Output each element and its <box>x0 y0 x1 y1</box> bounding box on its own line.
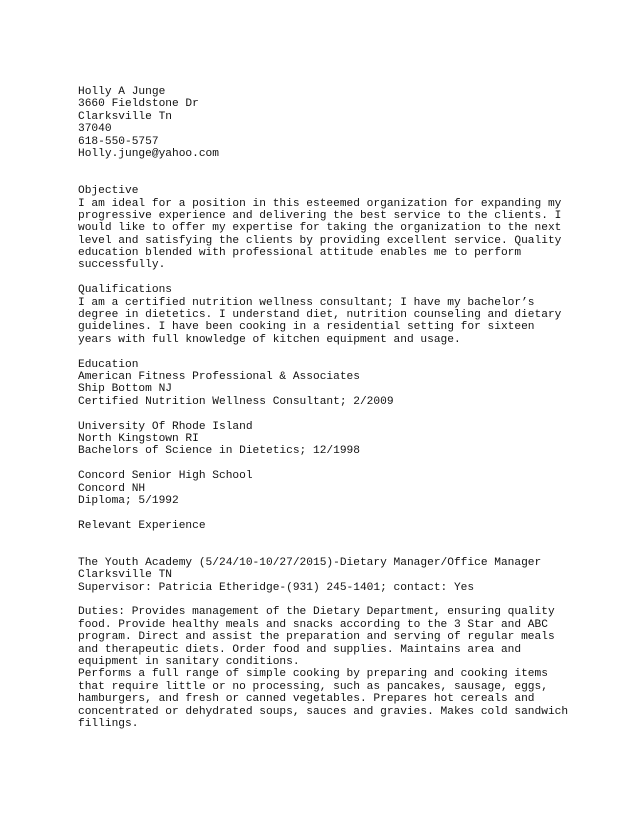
resume-document <box>78 86 578 730</box>
objective-section <box>78 185 578 272</box>
qualifications-heading: Qualifications <box>78 284 172 297</box>
job-supervisor: Supervisor: Patricia Etheridge-(931) 245-1401; contact: Yes <box>78 581 475 594</box>
experience-section <box>78 520 578 731</box>
school-name: Concord Senior High School <box>78 470 253 483</box>
education-entry <box>78 470 578 507</box>
duties-line: concentrated or dehydrated soups, sauces and gravies. Makes cold sandwich <box>78 705 569 718</box>
education-heading: Education <box>78 358 139 371</box>
job-entry <box>78 557 578 594</box>
job-title-line: The Youth Academy (5/24/10-10/27/2015)-Dietary Manager/Office Manager <box>78 556 542 569</box>
objective-line: successfully. <box>78 259 166 272</box>
duties-line: program. Direct and assist the preparation and serving of regular meals <box>78 631 555 644</box>
objective-line: education blended with professional attitude enables me to perform <box>78 247 522 260</box>
experience-heading: Relevant Experience <box>78 519 206 532</box>
email-address: Holly.junge@yahoo.com <box>78 147 219 160</box>
qualifications-section <box>78 284 578 346</box>
school-location: Ship Bottom NJ <box>78 383 172 396</box>
qualifications-line: I am a certified nutrition wellness consultant; I have my bachelor’s <box>78 296 535 309</box>
duties-line: and therapeutic diets. Order food and supplies. Maintains area and <box>78 643 522 656</box>
duties-line: food. Provide healthy meals and snacks according to the 3 Star and ABC <box>78 618 548 631</box>
city-state: Clarksville Tn <box>78 110 172 123</box>
contact-block <box>78 86 578 160</box>
duties-line: that require little or no processing, such as pancakes, sausage, eggs, <box>78 680 548 693</box>
duties-line: Performs a full range of simple cooking by preparing and cooking items <box>78 668 548 681</box>
job-location: Clarksville TN <box>78 569 172 582</box>
phone-number: 618-550-5757 <box>78 135 159 148</box>
qualifications-line: years with full knowledge of kitchen equipment and usage. <box>78 333 461 346</box>
street-address: 3660 Fieldstone Dr <box>78 98 199 111</box>
objective-heading: Objective <box>78 185 139 198</box>
school-credential: Diploma; 5/1992 <box>78 494 179 507</box>
objective-line: I am ideal for a position in this esteemed organization for expanding my <box>78 197 562 210</box>
education-entry <box>78 371 578 408</box>
duties-line: fillings. <box>78 717 139 730</box>
duties-line: Duties: Provides management of the Dietary Department, ensuring quality <box>78 606 555 619</box>
zip-code: 37040 <box>78 123 112 136</box>
duties-line: equipment in sanitary conditions. <box>78 656 300 668</box>
school-location: North Kingstown RI <box>78 432 199 445</box>
school-name: University Of Rhode Island <box>78 420 253 433</box>
objective-line: level and satisfying the clients by providing excellent service. Quality <box>78 234 562 247</box>
school-location: Concord NH <box>78 482 146 495</box>
duties-line: hamburgers, and fresh or canned vegetables. Prepares hot cereals and <box>78 693 535 706</box>
education-section <box>78 359 578 508</box>
school-credential: Certified Nutrition Wellness Consultant; 2/2009 <box>78 395 394 408</box>
school-name: American Fitness Professional & Associates <box>78 371 360 383</box>
objective-line: would like to offer my expertise for taking the organization to the next <box>78 222 562 235</box>
qualifications-line: guidelines. I have been cooking in a residential setting for sixteen <box>78 321 535 334</box>
duties-block <box>78 606 578 730</box>
objective-line: progressive experience and delivering the best service to the clients. I <box>78 209 562 222</box>
school-credential: Bachelors of Science in Dietetics; 12/1998 <box>78 445 360 458</box>
qualifications-line: degree in dietetics. I understand diet, nutrition counseling and dietary <box>78 309 562 322</box>
applicant-name: Holly A Junge <box>78 86 166 98</box>
education-entry <box>78 421 578 458</box>
